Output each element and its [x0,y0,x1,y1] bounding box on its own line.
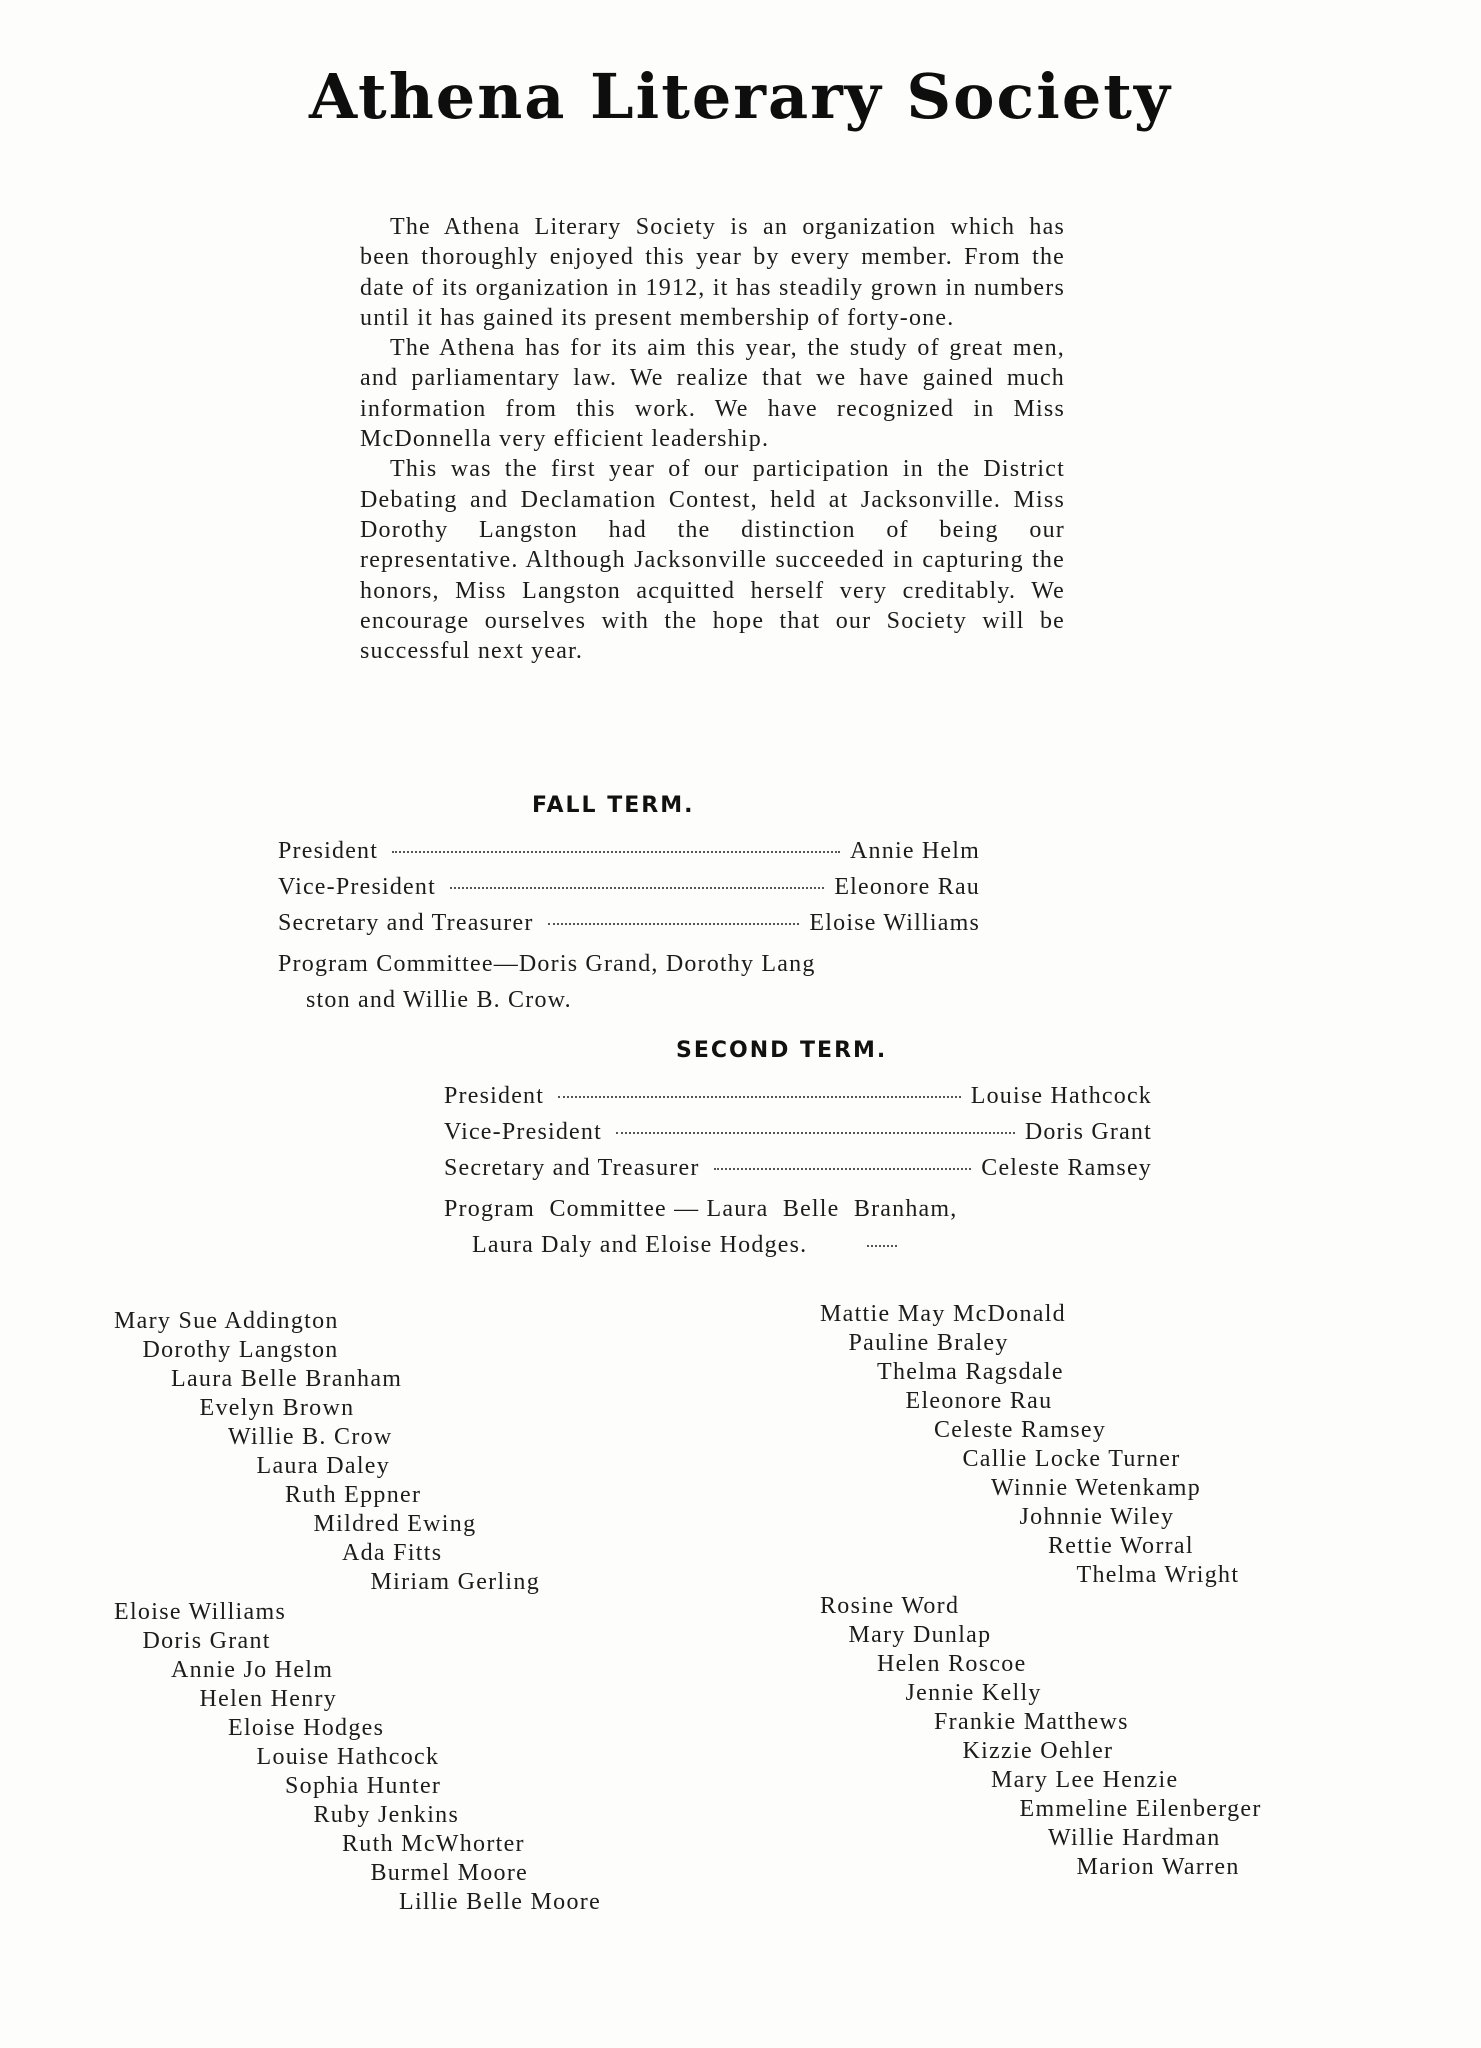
intro-paragraph: This was the first year of our participation in the District Debating and Declamation Contest, held at Jacksonville. Miss Dorothy Langston had the distinction of being our representative. Although Jacksonville succeeded in capturing the honors, Miss Langston acquitted herself very creditably. We encourage ourselves with the hope that our Society will be successful next year. [360,456,1065,665]
member-name: Doris Grant [142,1628,271,1654]
member-name: Eloise Hodges [228,1715,385,1741]
member-name: Helen Roscoe [877,1651,1027,1677]
officer-role: Vice-President [444,1119,602,1145]
officer-name: Annie Helm [850,838,980,864]
page-title: Athena Literary Society [309,60,1172,133]
program-committee-line: Program Committee — Laura Belle Branham, [444,1196,958,1222]
program-committee-names: Laura Daly and Eloise Hodges. [472,1232,808,1258]
officer-row [278,910,980,946]
officer-name: Louise Hathcock [970,1083,1152,1109]
member-name: Mary Dunlap [848,1622,992,1648]
member-name: Ruth McWhorter [342,1831,525,1857]
member-name: Winnie Wetenkamp [991,1475,1202,1501]
intro-text [360,212,1065,666]
fall-term-officers [278,838,980,1018]
member-name: Burmel Moore [370,1860,529,1886]
member-name: Mattie May McDonald [820,1301,1066,1327]
program-committee [278,946,980,1018]
member-name: Ada Fitts [342,1540,443,1566]
member-name: Louise Hathcock [256,1744,440,1770]
member-name: Miriam Gerling [370,1569,541,1595]
officer-role: Secretary and Treasurer [444,1155,700,1181]
leader-dots [392,851,840,853]
member-name: Celeste Ramsey [934,1417,1107,1443]
officer-name: Eleonore Rau [834,874,980,900]
trailing-dots [867,1245,897,1247]
member-name: Marion Warren [1076,1854,1240,1880]
officer-role: Vice-President [278,874,436,900]
leader-dots [558,1096,961,1098]
member-name: Pauline Braley [848,1330,1009,1356]
member-name: Johnnie Wiley [1019,1504,1175,1530]
member-name: Annie Jo Helm [171,1657,334,1683]
officer-row [444,1155,1152,1191]
member-name: Thelma Wright [1076,1562,1240,1588]
second-term-officers [444,1083,1152,1263]
member-name: Dorothy Langston [142,1337,339,1363]
member-name: Ruby Jenkins [313,1802,460,1828]
leader-dots [616,1132,1015,1134]
member-name: Helen Henry [199,1686,338,1712]
member-name: Eloise Williams [114,1599,287,1625]
program-committee-line: ston and Willie B. Crow. [306,987,572,1013]
officer-role: President [444,1083,545,1109]
officer-row [278,838,980,874]
fall-term-heading: FALL TERM. [532,793,695,818]
member-name: Evelyn Brown [199,1395,355,1421]
leader-dots [548,923,800,925]
officer-row [444,1119,1152,1155]
member-name: Rettie Worral [1048,1533,1194,1559]
officer-name: Doris Grant [1024,1119,1152,1145]
officer-role: President [278,838,379,864]
officer-name: Celeste Ramsey [981,1155,1152,1181]
member-name: Willie B. Crow [228,1424,393,1450]
member-name: Frankie Matthews [934,1709,1129,1735]
member-name: Lillie Belle Moore [399,1889,602,1915]
member-name: Thelma Ragsdale [877,1359,1064,1385]
officer-row [444,1083,1152,1119]
member-name: Ruth Eppner [285,1482,422,1508]
officer-name: Eloise Williams [809,910,980,936]
leader-dots [450,887,824,889]
second-term-heading: SECOND TERM. [676,1038,888,1063]
member-name: Mary Lee Henzie [991,1767,1179,1793]
program-committee-line [444,1227,1152,1263]
member-name: Laura Daley [256,1453,391,1479]
officer-row [278,874,980,910]
intro-paragraph: The Athena has for its aim this year, the study of great men, and parliamentary law. We realize that we have gained much information from this work. We have recognized in Miss McDonnella very efficient leadership. [360,335,1065,453]
member-name: Kizzie Oehler [962,1738,1114,1764]
intro-paragraph: The Athena Literary Society is an organization which has been thoroughly enjoyed this year by every member. From the date of its organization in 1912, it has steadily grown in numbers until it has gained its present membership of forty-one. [360,214,1065,331]
program-committee-line: Program Committee—Doris Grand, Dorothy Lang [278,951,816,977]
member-name: Jennie Kelly [905,1680,1042,1706]
member-name: Callie Locke Turner [962,1446,1181,1472]
member-name: Rosine Word [820,1593,960,1619]
program-committee [444,1191,1152,1263]
member-name: Eleonore Rau [905,1388,1053,1414]
member-name: Sophia Hunter [285,1773,442,1799]
member-name: Mary Sue Addington [114,1308,339,1334]
member-name: Laura Belle Branham [171,1366,403,1392]
member-name: Mildred Ewing [313,1511,477,1537]
leader-dots [714,1168,972,1170]
member-name: Emmeline Eilenberger [1019,1796,1262,1822]
member-name: Willie Hardman [1048,1825,1221,1851]
officer-role: Secretary and Treasurer [278,910,534,936]
